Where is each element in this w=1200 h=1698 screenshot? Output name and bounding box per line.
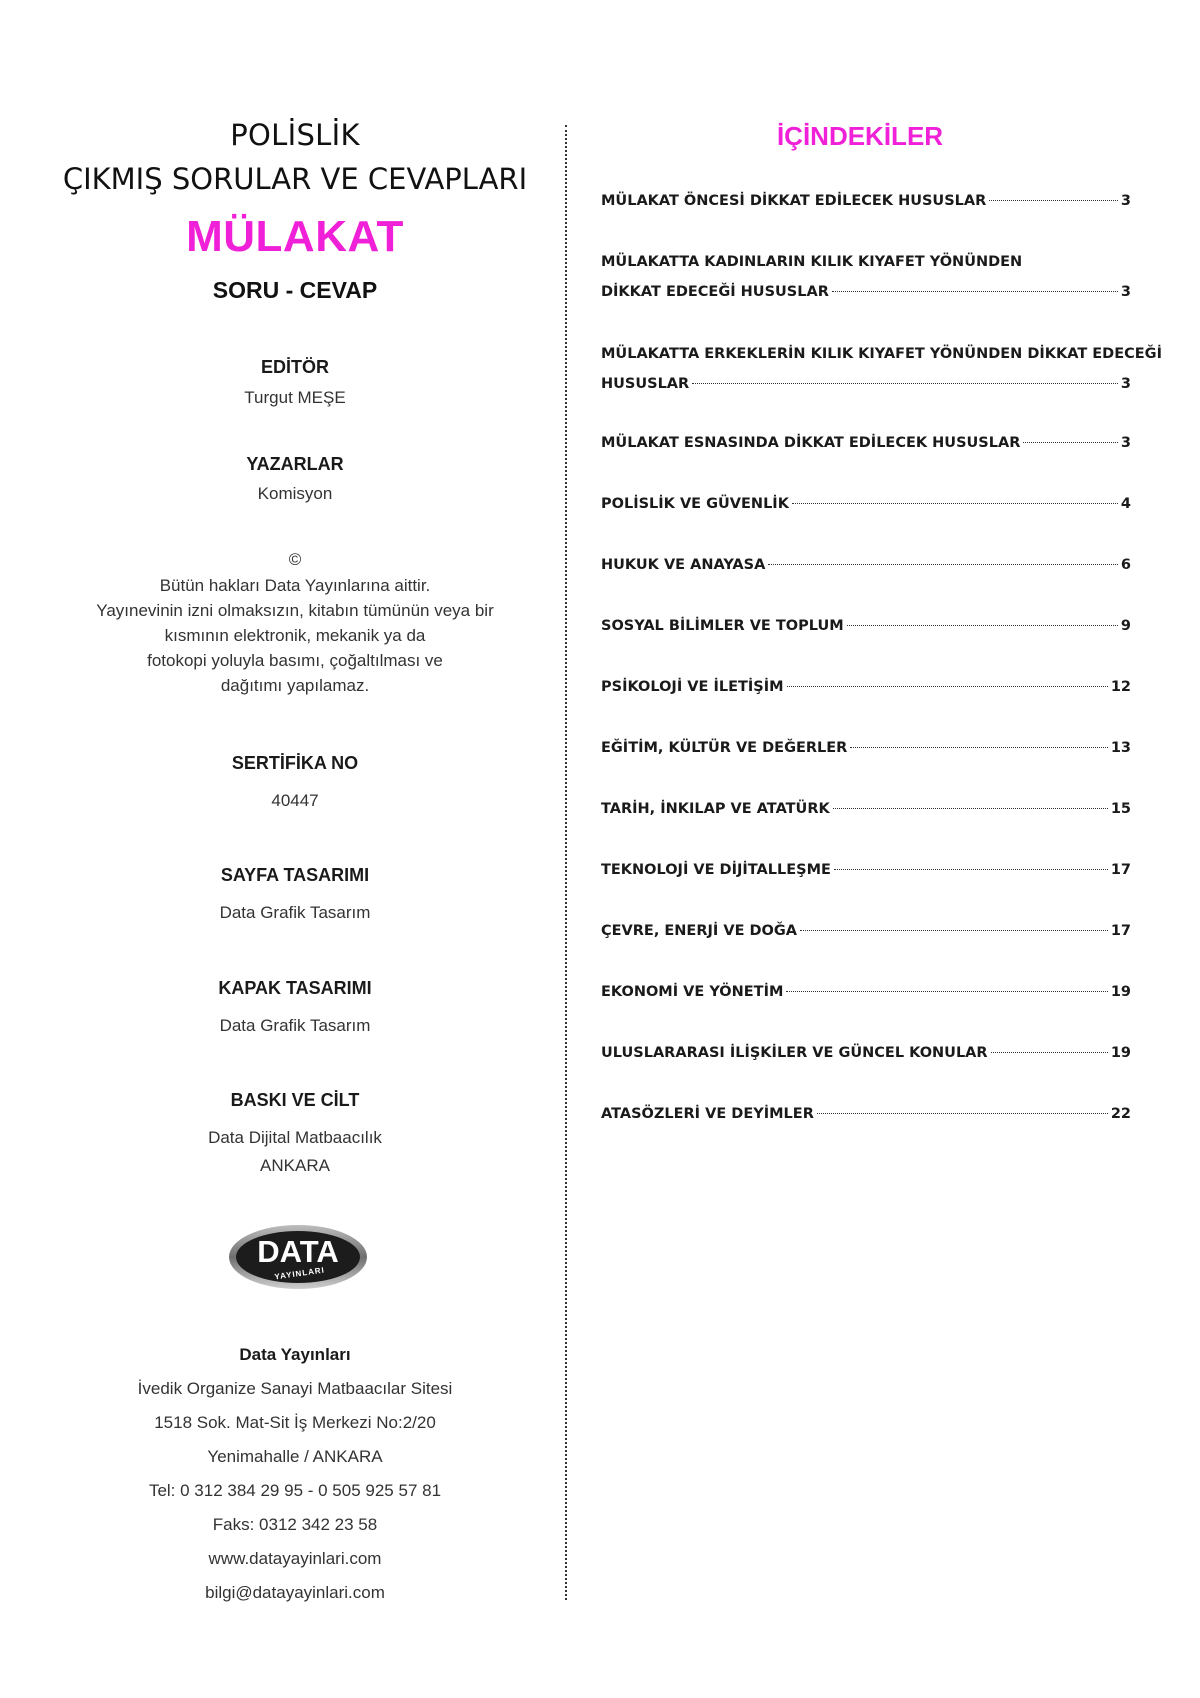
copyright-line: dağıtımı yapılamaz. (220, 676, 370, 695)
toc-entry-line (601, 489, 1131, 519)
publisher-website: www.datayayinlari.com (208, 1549, 382, 1568)
cover-design-label: KAPAK TASARIMI (218, 978, 372, 998)
publisher-address-3: Yenimahalle / ANKARA (207, 1447, 383, 1466)
toc-entry[interactable] (601, 611, 1131, 641)
toc-entry-page: 9 (1120, 618, 1131, 634)
toc-entry-line (601, 1099, 1131, 1129)
toc-entry-page: 17 (1110, 923, 1131, 939)
toc-entry-line (601, 794, 1131, 824)
toc-entry[interactable] (601, 794, 1131, 824)
toc-entry[interactable] (601, 672, 1131, 702)
toc-entry[interactable] (601, 339, 1162, 399)
toc-entry-line (601, 672, 1131, 702)
logo-text: DATA (257, 1234, 339, 1269)
publisher-name: Data Yayınları (239, 1345, 351, 1364)
copyright-line: Yayınevinin izni olmaksızın, kitabın tümünün veya bir (96, 601, 494, 620)
toc-leader-dots (832, 291, 1118, 292)
copyright-line: fotokopi yoluyla basımı, çoğaltılması ve (147, 651, 443, 670)
print-value: Data Dijital Matbaacılık (208, 1128, 382, 1147)
toc-entry-label: EĞİTİM, KÜLTÜR VE DEĞERLER (601, 740, 848, 756)
authors-value: Komisyon (257, 484, 333, 503)
book-title-line1: POLİSLİK (230, 118, 360, 152)
column-divider (565, 125, 567, 1600)
toc-entry[interactable] (601, 916, 1131, 946)
print-city: ANKARA (260, 1156, 330, 1175)
copyright-line: kısmının elektronik, mekanik ya da (164, 626, 426, 645)
publisher-address-2: 1518 Sok. Mat-Sit İş Merkezi No:2/20 (154, 1413, 436, 1432)
toc-title: İÇİNDEKİLER (776, 121, 944, 151)
toc-leader-dots (989, 200, 1118, 201)
book-subtitle: SORU - CEVAP (212, 277, 378, 303)
toc-entry-label: TEKNOLOJİ VE DİJİTALLEŞME (601, 862, 831, 878)
toc-entry-page: 17 (1110, 862, 1131, 878)
toc-entry-page: 3 (1120, 284, 1131, 300)
toc-leader-dots (800, 930, 1108, 931)
toc-entry[interactable] (601, 550, 1131, 580)
editor-label: EDİTÖR (260, 357, 329, 377)
toc-entry-line (601, 369, 1131, 399)
toc-entry-line (601, 1038, 1131, 1068)
toc-entry-line (601, 277, 1131, 307)
toc-entry-label: EKONOMİ VE YÖNETİM (601, 984, 784, 1000)
toc-leader-dots (692, 383, 1118, 384)
publisher-phone: Tel: 0 312 384 29 95 - 0 505 925 57 81 (148, 1481, 442, 1500)
toc-entry[interactable] (601, 489, 1131, 519)
publisher-email: bilgi@datayayinlari.com (205, 1583, 385, 1602)
toc-entry-line (601, 977, 1131, 1007)
toc-leader-dots (991, 1052, 1108, 1053)
toc-entry-label: MÜLAKAT ESNASINDA DİKKAT EDİLECEK HUSUSLAR (601, 435, 1021, 451)
toc-entry-page: 19 (1110, 1045, 1131, 1061)
toc-leader-dots (834, 869, 1108, 870)
toc-entry-line (601, 186, 1131, 216)
toc-leader-dots (1023, 442, 1118, 443)
editor-value: Turgut MEŞE (244, 388, 346, 407)
logo-subtext: YAYINLARI (273, 1265, 326, 1282)
toc-entry-label: HUSUSLAR (601, 376, 690, 392)
cover-design-value: Data Grafik Tasarım (219, 1016, 371, 1035)
toc-entry-line (601, 916, 1131, 946)
toc-entry-line (601, 855, 1131, 885)
data-yayinlari-logo-icon (228, 1224, 368, 1290)
toc-entry[interactable] (601, 428, 1131, 458)
book-title-main: MÜLAKAT (186, 212, 404, 261)
copyright-line: Bütün hakları Data Yayınlarına aittir. (159, 576, 431, 595)
publisher-address-1: İvedik Organize Sanayi Matbaacılar Sitesi (137, 1379, 453, 1398)
toc-entry-page: 6 (1120, 557, 1131, 573)
layout-design-value: Data Grafik Tasarım (219, 903, 371, 922)
toc-entry-label: ÇEVRE, ENERJİ VE DOĞA (601, 923, 798, 939)
toc-entry-page: 22 (1110, 1106, 1131, 1122)
toc-entry-label: ATASÖZLERİ VE DEYİMLER (601, 1106, 814, 1122)
toc-entry[interactable] (601, 733, 1131, 763)
copyright-notice (60, 573, 530, 698)
toc-entry-line (601, 733, 1131, 763)
toc-leader-dots (847, 625, 1118, 626)
toc-leader-dots (786, 991, 1107, 992)
toc-entry-label: MÜLAKAT ÖNCESİ DİKKAT EDİLECEK HUSUSLAR (601, 193, 987, 209)
toc-entry[interactable] (601, 977, 1131, 1007)
toc-entry-page: 3 (1120, 193, 1131, 209)
toc-leader-dots (817, 1113, 1108, 1114)
toc-entry-line (601, 550, 1131, 580)
toc-entry-page: 19 (1110, 984, 1131, 1000)
toc-entry[interactable] (601, 247, 1131, 307)
toc-entry-label: HUKUK VE ANAYASA (601, 557, 766, 573)
print-label: BASKI VE CİLT (230, 1090, 360, 1110)
toc-leader-dots (833, 808, 1108, 809)
toc-entry-label: TARİH, İNKILAP VE ATATÜRK (601, 801, 830, 817)
toc-entry-page: 13 (1110, 740, 1131, 756)
toc-entry-label: POLİSLİK VE GÜVENLİK (601, 496, 789, 512)
toc-leader-dots (768, 564, 1118, 565)
toc-entry[interactable] (601, 855, 1131, 885)
authors-label: YAZARLAR (246, 454, 344, 474)
book-title-line2: ÇIKMIŞ SORULAR VE CEVAPLARI (62, 162, 528, 196)
toc-entry-label: PSİKOLOJİ VE İLETİŞİM (601, 679, 784, 695)
copyright-symbol: © (288, 550, 302, 569)
toc-entry-page: 3 (1120, 376, 1131, 392)
certificate-value: 40447 (271, 791, 319, 810)
toc-entry-page: 4 (1120, 496, 1131, 512)
certificate-label: SERTİFİKA NO (231, 753, 359, 773)
toc-leader-dots (850, 747, 1107, 748)
toc-leader-dots (792, 503, 1118, 504)
toc-entry-label: ULUSLARARASI İLİŞKİLER VE GÜNCEL KONULAR (601, 1045, 988, 1061)
toc-entry-page: 12 (1110, 679, 1131, 695)
toc-leader-dots (787, 686, 1108, 687)
publisher-fax: Faks: 0312 342 23 58 (212, 1515, 378, 1534)
publisher-info (60, 1338, 530, 1610)
toc-entry[interactable] (601, 1038, 1131, 1068)
toc-entry-page: 15 (1110, 801, 1131, 817)
toc-entry[interactable] (601, 1099, 1131, 1129)
toc-entry-line (601, 428, 1131, 458)
toc-entry-line (601, 611, 1131, 641)
layout-design-label: SAYFA TASARIMI (220, 865, 370, 885)
toc-entry-label: DİKKAT EDECEĞİ HUSUSLAR (601, 284, 829, 300)
toc-entry-label: SOSYAL BİLİMLER VE TOPLUM (601, 618, 844, 634)
toc-entry-title-line: MÜLAKATTA KADINLARIN KILIK KIYAFET YÖNÜNDEN (601, 254, 1023, 270)
toc-entry-title-line: MÜLAKATTA ERKEKLERİN KILIK KIYAFET YÖNÜNDEN DİKKAT EDECEĞİ (601, 346, 1162, 362)
toc-entry-page: 3 (1120, 435, 1131, 451)
toc-entry[interactable] (601, 186, 1131, 216)
